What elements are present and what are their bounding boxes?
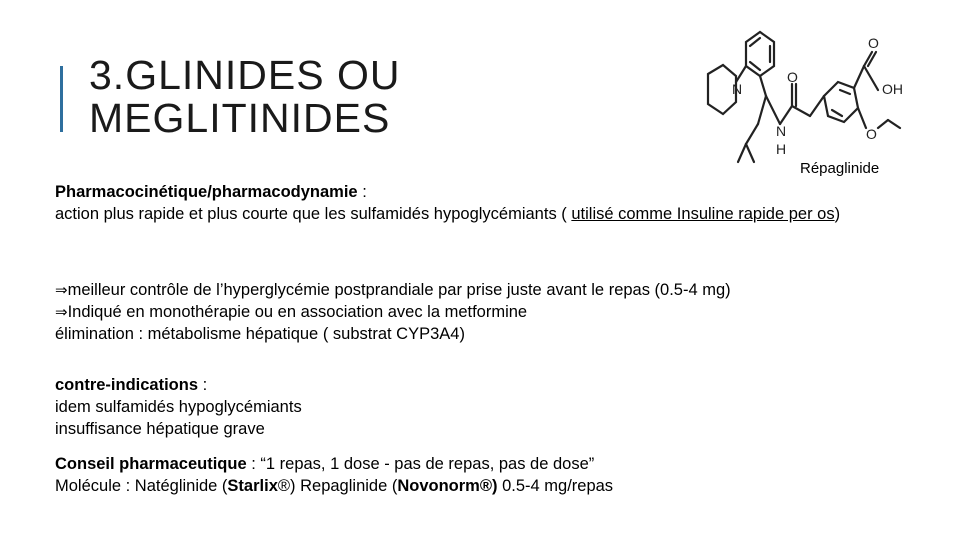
oxygen-label-acid: O [868, 35, 879, 51]
conseil-line [55, 453, 695, 475]
novonorm-brand: Novonorm®) [397, 477, 498, 495]
oxygen-label-amide: O [787, 69, 798, 85]
pk-text-before: action plus rapide et plus courte que les sulfamidés hypoglycémiants ( [55, 205, 572, 223]
ci-heading-line [55, 374, 935, 396]
oxygen-label-ether: O [866, 126, 877, 142]
pk-heading: Pharmacocinétique/pharmacodynamie [55, 183, 358, 201]
conseil-section [55, 453, 695, 497]
title-line-1: 3.GLINIDES OU [89, 52, 401, 98]
title-accent-bar [60, 66, 63, 132]
pk-heading-line [55, 181, 935, 203]
implies-arrow-icon: ⇒ [55, 281, 68, 299]
pk-description [55, 203, 935, 225]
effects-section [55, 279, 935, 345]
pk-colon: : [357, 183, 367, 201]
hydroxyl-label: OH [882, 81, 903, 97]
nitrogen-label-2: N [776, 123, 787, 139]
ci-line-2: insuffisance hépatique grave [55, 420, 265, 438]
pk-section [55, 181, 935, 225]
pk-underlined-text: utilisé comme Insuline rapide per os [571, 205, 835, 223]
slide-title [89, 54, 400, 140]
ci-line-1: idem sulfamidés hypoglycémiants [55, 398, 302, 416]
molecule-line [55, 475, 695, 497]
implies-arrow-icon: ⇒ [55, 303, 68, 321]
conseil-text: : “1 repas, 1 dose - pas de repas, pas de dose” [246, 455, 595, 473]
molecule-caption: Répaglinide [800, 160, 880, 177]
ci-heading: contre-indications [55, 376, 199, 394]
molecule-mid: ®) Repaglinide ( [277, 477, 398, 495]
hydrogen-label: H [776, 141, 787, 157]
starlix-brand: Starlix [227, 477, 278, 495]
effect-text-2: Indiqué en monothérapie ou en association avec la metformine [67, 303, 528, 321]
contraindications-section [55, 374, 935, 440]
ci-colon: : [198, 376, 208, 394]
pk-text-after: ) [834, 205, 841, 223]
effect-line-1 [55, 279, 935, 301]
dose-text: 0.5-4 mg/repas [497, 477, 614, 495]
effect-line-2 [55, 301, 935, 323]
elimination-line: élimination : métabolisme hépatique ( substrat CYP3A4) [55, 325, 465, 343]
molecule-prefix: Molécule : Natéglinide ( [55, 477, 228, 495]
nitrogen-label-1: N [732, 81, 743, 97]
title-line-2: MEGLITINIDES [89, 95, 391, 141]
effect-text-1: meilleur contrôle de l’hyperglycémie postprandiale par prise juste avant le repas (0.5-4 mg) [67, 281, 731, 299]
conseil-heading: Conseil pharmaceutique [55, 455, 247, 473]
